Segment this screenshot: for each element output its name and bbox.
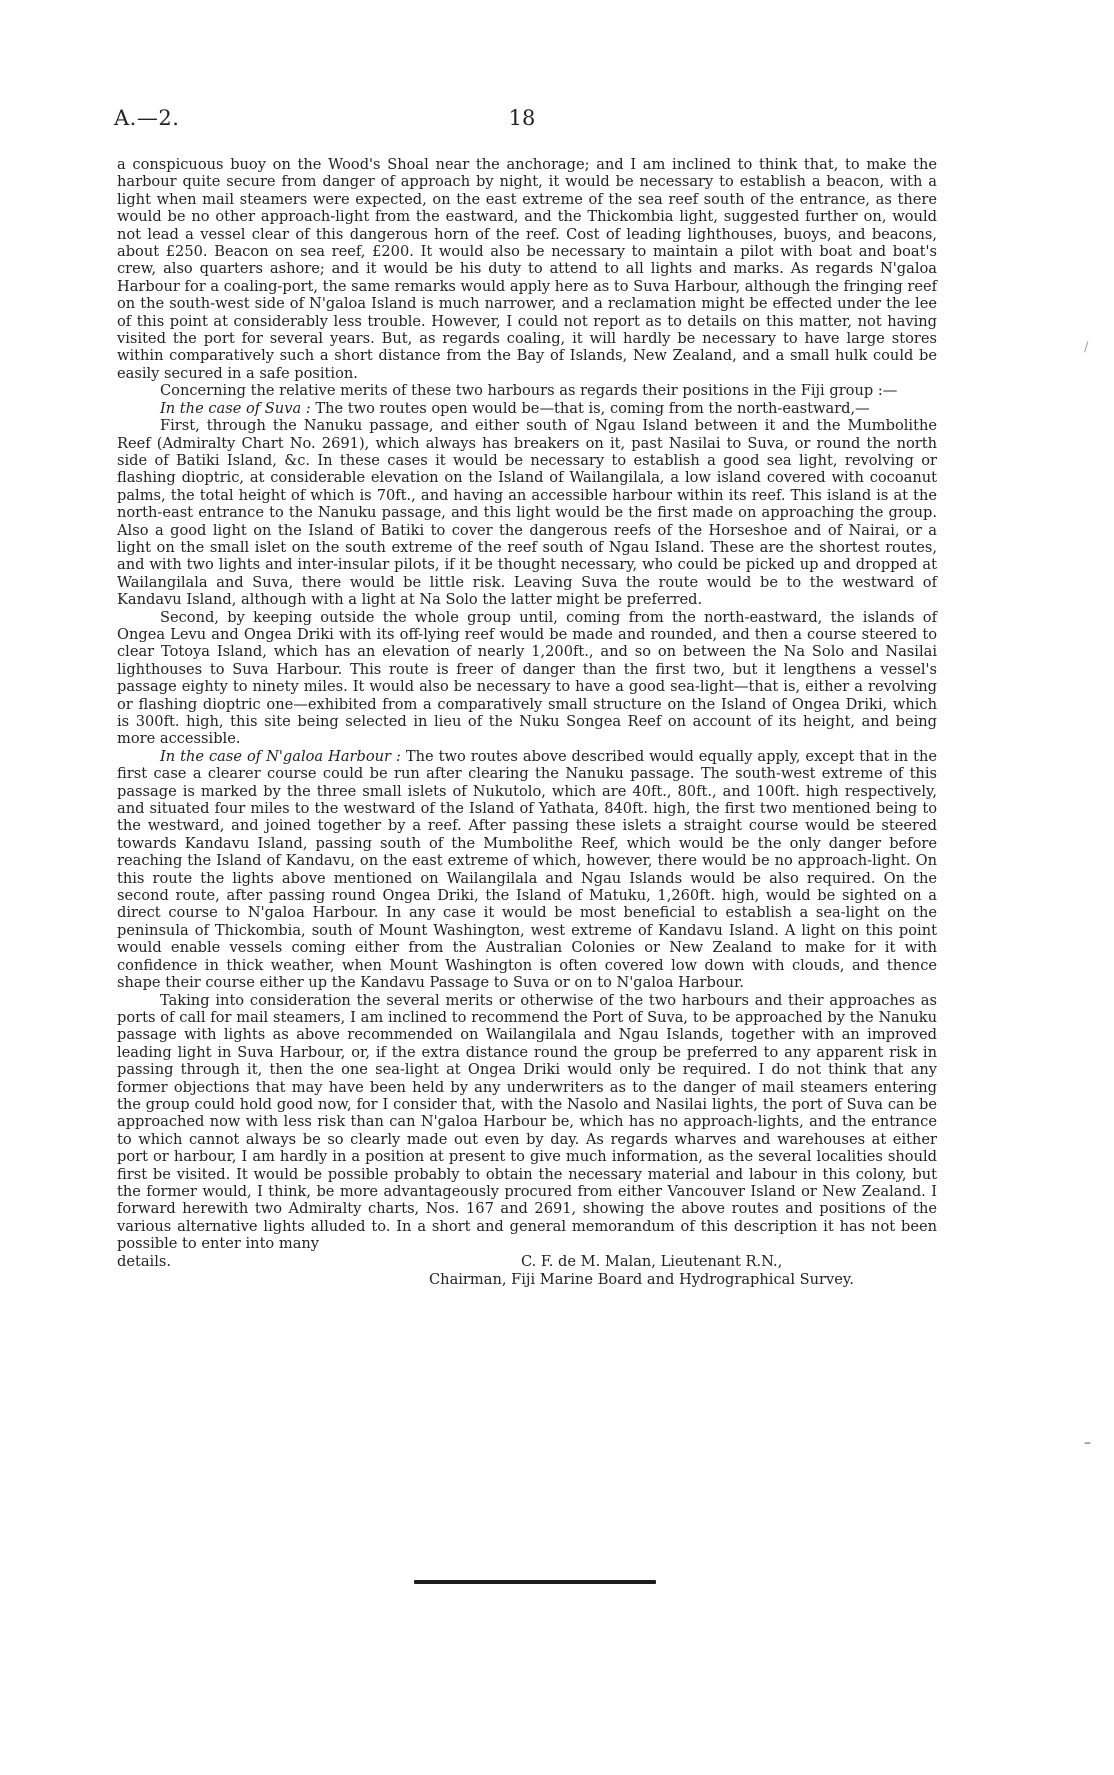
page-header [114, 106, 930, 136]
paragraph-relative-merits: Concerning the relative merits of these two harbours as regards their positions in the Fiji group :— [160, 382, 898, 400]
document-reference: A.—2. [114, 106, 180, 130]
signer-title: Chairman, Fiji Marine Board and Hydrographical Survey. [429, 1270, 854, 1288]
page-number: 18 [508, 106, 536, 130]
signer-name: C. F. de M. Malan, Lieutenant R.N., [521, 1252, 783, 1270]
paragraph-first-route: First, through the Nanuku passage, and either south of Ngau Island between it and the Mumbolithe Reef (Admiralty Chart No. 2691), which always has breakers on it, past Nasilai to Suva, or round the north side of Batiki Island, &c. In these cases it would be necessary to establish a good sea light, revolving or flashing dioptric, at considerable elevation on the Island of Wailangilala, a low island covered with cocoanut palms, the total height of which is 70ft., and having an accessible harbour within its reef. This island is at the north-east entrance to the Nanuku passage, and this light would be the first made on approaching the group. Also a good light on the Island of Batiki to cover the dangerous reefs of the Horseshoe and of Nairai, or a light on the small islet on the south extreme of the reef south of Ngau Island. These are the shortest routes, and with two lights and inter-insular pilots, if it be thought necessary, who could be picked up and dropped at Wailangilala and Suva, there would be little risk. Leaving Suva the route would be to the westward of Kandavu Island, although with a light at Na Solo the latter might be preferred. [117, 417, 937, 609]
paragraph-ngaloa-case [117, 748, 937, 992]
closing-rule [414, 1580, 656, 1584]
margin-dash-icon: – [1084, 1435, 1091, 1451]
paragraph-suva-case [117, 400, 937, 417]
paragraph-second-route: Second, by keeping outside the whole group until, coming from the north-eastward, the islands of Ongea Levu and Ongea Driki with its off-lying reef would be made and rounded, and then a course steered to clear Totoya Island, which has an elevation of nearly 1,200ft., and so on between the Na Solo and Nasilai lighthouses to Suva Harbour. This route is freer of danger than the first two, but it lengthens a vessel's passage eighty to ninety miles. It would also be necessary to have a good sea-light—that is, either a revolving or flashing dioptric one—exhibited from a comparatively small structure on the Island of Ongea Driki, which is 300ft. high, this site being selected in lieu of the Nuku Songea Reef on account of its height, and being more accessible. [117, 608, 937, 748]
margin-mark-icon: / [1084, 340, 1089, 355]
ngaloa-case-text: The two routes above described would equally apply, except that in the first case a clearer course could be run after clearing the Nanuku passage. The south-west extreme of this passage is marked by the three small islets of Nukutolo, which are 40ft., 80ft., and 100ft. high respectively, and situated four miles to the westward of the Island of Yathata, 840ft. high, the first two mentioned being to the westward, and joined together by a reef. After passing these islets a straight course would be steered towards Kandavu Island, passing south of the Mumbolithe Reef, which would be the only danger before reaching the Island of Kandavu, on the east extreme of which, however, there would be no approach-light. On this route the lights above mentioned on Wailangilala and Ngau Islands would be also required. On the second route, after passing round Ongea Driki, the Island of Matuku, 1,260ft. high, would be sighted on a direct course to N'galoa Harbour. In any case it would be most beneficial to establish a sea-light on the peninsula of Thickombia, south of Mount Washington, west extreme of Kandavu Island. A light on this point would enable vessels coming either from the Australian Colonies or New Zealand to make for it with confidence in thick weather, when Mount Washington is often covered low down with clouds, and thence shape their course either up the Kandavu Passage to Suva or on to N'galoa Harbour. [117, 747, 937, 992]
conclusion-end: details. [117, 1252, 172, 1270]
signature-line [117, 1253, 937, 1271]
paragraph-continuation: a conspicuous buoy on the Wood's Shoal near the anchorage; and I am inclined to think that, to make the harbour quite secure from danger of approach by night, it would be necessary to establish a beacon, with a light when mail steamers were expected, on the east extreme of the sea reef south of the entrance, as there would be no other approach-light from the eastward, and the Thickombia light, suggested further on, would not lead a vessel clear of this dangerous horn of the reef. Cost of leading lighthouses, buoys, and beacons, about £250. Beacon on sea reef, £200. It would also be necessary to maintain a pilot with boat and boat's crew, also quarters ashore; and it would be his duty to attend to all lights and marks. As regards N'galoa Harbour for a coaling-port, the same remarks would apply here as to Suva Harbour, although the fringing reef on the south-west side of N'galoa Island is much narrower, and a reclamation might be effected under the lee of this point at considerably less trouble. However, I could not report as to details on this matter, not having visited the port for several years. But, as regards coaling, it will hardly be necessary to have large stores within comparatively such a short distance from the Bay of Islands, New Zealand, and a small hulk could be easily secured in a safe position. [117, 156, 937, 382]
paragraph-conclusion: Taking into consideration the several merits or otherwise of the two harbours and their approaches as ports of call for mail steamers, I am inclined to recommend the Port of Suva, to be approached by the Nanuku passage with lights as above recommended on Wailangilala and Ngau Islands, together with an improved leading light in Suva Harbour, or, if the extra distance round the group be preferred to any apparent risk in passing through it, then the one sea-light at Ongea Driki would only be required. I do not think that any former objections that may have been held by any underwriters as to the danger of mail steamers entering the group could hold good now, for I consider that, with the Nasolo and Nasilai lights, the port of Suva can be approached now with less risk than can N'galoa Harbour be, which has no approach-lights, and the entrance to which cannot always be so clearly made out even by day. As regards wharves and warehouses at either port or harbour, I am hardly in a position at present to give much information, as the several localities should first be visited. It would be possible probably to obtain the necessary material and labour in this colony, but the former would, I think, be more advantageously procured from either Vancouver Island or New Zealand. I forward herewith two Admiralty charts, Nos. 167 and 2691, showing the above routes and positions of the various alternative lights alluded to. In a short and general memorandum of this description it has not been possible to enter into many [117, 991, 937, 1253]
suva-case-text: The two routes open would be—that is, coming from the north-eastward,— [310, 399, 870, 417]
suva-case-heading: In the case of Suva : [160, 399, 311, 417]
ngaloa-case-heading: In the case of N'galoa Harbour : [160, 747, 401, 765]
body-text [117, 156, 937, 1291]
